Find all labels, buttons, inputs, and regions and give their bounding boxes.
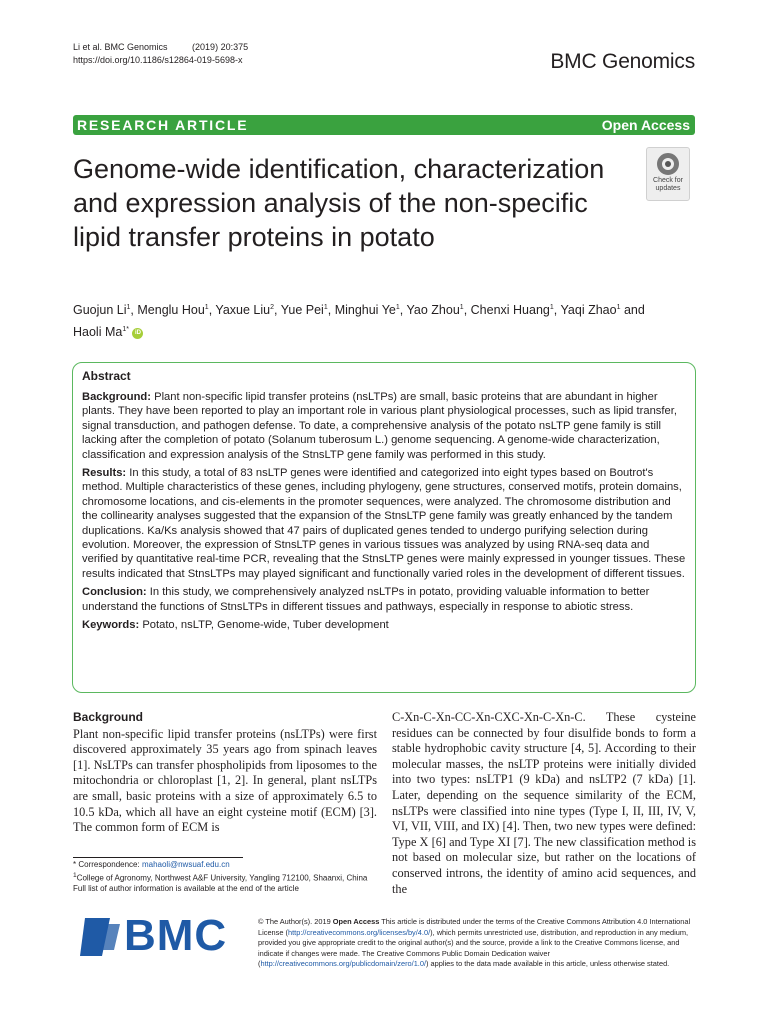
footnote-divider	[73, 857, 243, 858]
updates-label: updates	[655, 185, 681, 192]
check-for-updates-button[interactable]	[646, 147, 690, 201]
author-list: Guojun Li$^1$, Menglu Hou$^1$, Yaxue Liu$^2$, Yue Pei$^1$, Minghui Ye$^1$, Yao Zhou$^1$, Chenxi Huang$^1$, Yaqi Zhao$^1$ and Haoli $Ma^{1*}$ iD	[73, 303, 645, 340]
journal-name: BMC Genomics	[550, 50, 695, 73]
year-volume: (2019) 20:375	[192, 42, 249, 52]
abstract-box	[72, 362, 696, 693]
author[interactable]: Yao Zhou$^1$	[406, 303, 464, 318]
author[interactable]: Chenxi Huang$^1$	[470, 303, 554, 318]
abstract-conclusion: Conclusion: In this study, we comprehensively analyzed nsLTPs in potato, providing valuable information to better understand the functions of StnsLTPs in different tissues and pathways, especially in response to abiotic stress.	[82, 586, 650, 613]
running-header	[73, 41, 270, 67]
author[interactable]: Yue Pei$^1$	[280, 303, 328, 318]
correspondence-label: * Correspondence:	[73, 860, 140, 869]
abstract-background: Background: Plant non-specific lipid transfer proteins (nsLTPs) are small, basic proteins that are abundant in higher plants. They have been reported to play an important role in various plant physiological processes, such as lipid transfer, signal transduction, and pathogen defense. To date, a comprehensive analysis of the potato nsLTP gene family is still lacking after the completion of potato (Solanum tuberosum L.) genome sequencing. A genome-wide characterization, classification and expression analysis of the StnsLTP gene family was performed in this study.	[82, 391, 677, 461]
body-column-right	[392, 710, 696, 897]
doi-link[interactable]: https://doi.org/10.1186/s12864-019-5698-x	[73, 55, 243, 65]
license-statement: © The Author(s). 2019 Open Access This article is distributed under the terms of the Creative Commons Attribution 4.0 International License (http://creativecommons.org/licenses/by/4.0/), which permits unrestricted use, distribution, and reproduction in any medium, provided you give appropriate credit to the original author(s) and the source, provide a link to the Creative Commons license, and indicate if changes were made. The Creative Commons Public Domain Dedication waiver (http://creativecommons.org/publicdomain/zero/1.0/) applies to the data made available in this article, unless otherwise stated.	[258, 917, 691, 968]
authors-and: and	[623, 303, 645, 318]
publisher-logo-text: BMC	[124, 911, 228, 960]
abstract-results: Results: In this study, a total of 83 nsLTP genes were identified and categorized into eight types based on Boutrot's method. Multiple characteristics of these genes, including phylogeny, gene structures, conserved motifs, protein domains, chromosome locations, and cis-elements in the promoter sequences, were analyzed. The chromosome distribution and the collinearity analyses suggested that the expansion of the StnsLTP gene family was greatly enhanced by the tandem duplications. Ka/Ks analysis showed that 47 pairs of duplicated genes tended to undergo purifying selection during evolution. Moreover, the expression of StnsLTP genes in various tissues was analyzed by using RNA-seq data and verified by quantitative real-time PCR, revealing that the StnsLTP genes were mainly expressed in younger tissues. These results indicated that StnsLTPs may played significant and functionally varied roles in the development of different tissues.	[82, 467, 686, 580]
article-type-banner	[73, 115, 695, 135]
author[interactable]: Yaqi Zhao$^1$	[560, 303, 621, 318]
public-domain-link[interactable]: http://creativecommons.org/publicdomain/zero/1.0/	[260, 959, 427, 968]
author[interactable]: Yaxue Liu$^2$	[215, 303, 274, 318]
correspondence-email[interactable]: mahaoli@nwsuaf.edu.cn	[141, 860, 230, 869]
crossmark-icon	[657, 153, 679, 175]
license-link[interactable]: http://creativecommons.org/licenses/by/4.0/	[288, 927, 431, 937]
body-column-left	[73, 710, 377, 836]
author[interactable]: Menglu Hou$^1$	[137, 303, 209, 318]
abstract-keywords: Keywords: Potato, nsLTP, Genome-wide, Tuber development	[82, 619, 389, 632]
check-for-label: Check for	[653, 177, 683, 184]
author-info-note: Full list of author information is available at the end of the article	[73, 883, 299, 893]
author[interactable]: Guojun Li$^1$	[73, 303, 131, 318]
open-access-label: Open Access	[601, 117, 690, 133]
footnote: * Correspondence: mahaoli@nwsuaf.edu.cn $^1$College of Agronomy, Northwest A&F University, Yangling 712100, Shaanxi, China Full list of author information is available at the end of the article	[73, 860, 383, 894]
citation: Li et al. BMC Genomics	[73, 42, 168, 52]
article-title: Genome-wide identification, characterization and expression analysis of the non-specific lipid transfer proteins in potato	[73, 154, 605, 252]
affiliation: College of Agronomy, Northwest A&F University, Yangling 712100, Shaanxi, China	[76, 873, 368, 883]
orcid-icon[interactable]: iD	[132, 328, 143, 339]
body-text-left: Plant non-specific lipid transfer proteins (nsLTPs) were first discovered approximately 35 years ago from spinach leaves [1]. NsLTPs can transfer phospholipids from liposomes to the mitochondria or chloroplast [1, 2]. In general, plant nsLTPs are small, basic proteins with a size of approximately 6.5 to 10.5 kDa, which all have an eight cysteine motif (ECM) [3]. The common form of ECM is	[73, 726, 377, 835]
author[interactable]: Haoli $Ma^{1*}$	[73, 325, 129, 340]
article-type: RESEARCH ARTICLE	[77, 117, 249, 133]
author[interactable]: Minghui Ye$^1$	[334, 303, 400, 318]
abstract-heading: Abstract	[82, 369, 131, 383]
section-heading-background: Background	[73, 710, 144, 724]
body-text-right: C-Xn-C-Xn-CC-Xn-CXC-Xn-C-Xn-C. These cysteine residues can be connected by four disulfide bonds to form a stable hydrophobic cavity structure [4, 5]. According to their molecular masses, the nsLTP proteins were initially divided into two types: nsLTP1 (9 kDa) and nsLTP2 (7 kDa) [1]. Later, depending on the sequence similarity of the ECM, nsLTPs were classified into nine types (Type I, II, III, IV, V, VI, VII, VIII, and IX) [4]. Then, two new types were defined: Type X [6] and Type XI [7]. The new classification method is not based on molecular size, but rather on the locations of conserved introns, the identity of amino acid sequences, and the	[392, 710, 696, 896]
